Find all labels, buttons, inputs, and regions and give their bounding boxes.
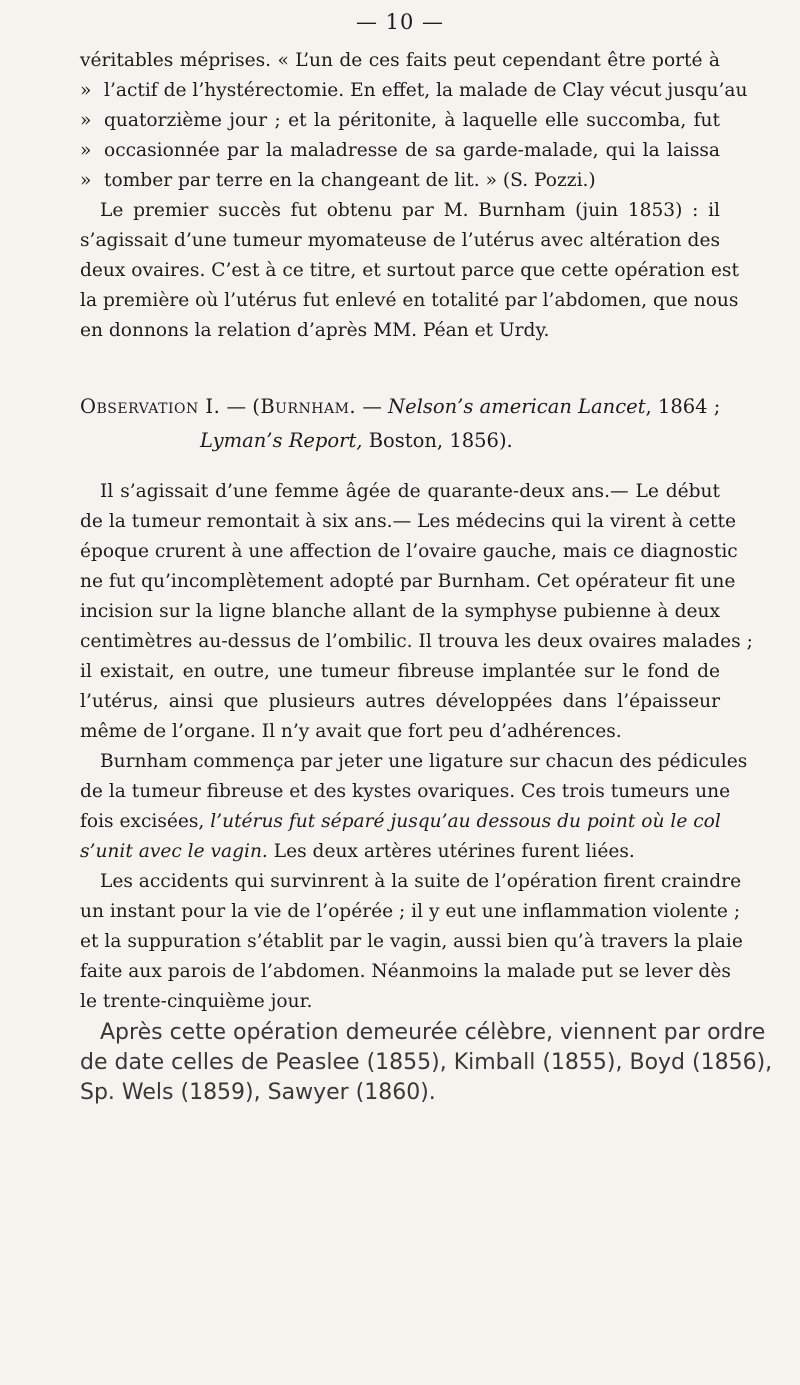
text-line [80,166,720,196]
report-place: Boston, 1856). [362,429,513,452]
text-line: en donnons la relation d’après MM. Péan et Urdy. [80,320,550,341]
text-line: même de l’organe. Il n’y avait que fort peu d’adhérences. [80,721,622,742]
text-line: Il s’agissait d’une femme âgée de quarante-deux ans.— Le début [100,481,720,502]
text-line: Le premier succès fut obtenu par M. Burnham (juin 1853) : il [100,200,720,221]
text-line: le trente-cinquième jour. [80,991,313,1012]
text-line: véritables méprises. « L’un de ces faits peut cependant être porté à [80,50,720,71]
text-line [80,807,720,837]
text-line: la première où l’utérus fut enlevé en totalité par l’abdomen, que nous [80,290,739,311]
text-line: Burnham commença par jeter une ligature sur chacun des pédicules [100,751,748,772]
text-span: tomber par terre en la changeant de lit. » (S. Pozzi.) [104,170,596,191]
paragraph-operation [80,747,748,867]
guillemet-mark: » [80,140,92,161]
text-span: occasionnée par la maladresse de sa garde-malade, qui la laissa [104,140,720,161]
text-line: de date celles de Peaslee (1855), Kimball (1855), Boyd (1856), [80,1050,773,1075]
journal-title: Nelson’s american Lancet [388,395,646,418]
text-line [80,106,720,136]
text-span: quatorzième jour ; et la péritonite, à laquelle elle succomba, fut [104,110,720,131]
text-line: centimètres au-dessus de l’ombilic. Il trouva les deux ovaires malades ; [80,631,753,652]
text-line: un instant pour la vie de l’opérée ; il y eut une inflammation violente ; [80,901,741,922]
text-line: deux ovaires. C’est à ce titre, et surtout parce que cette opération est [80,260,739,281]
page-number: — 10 — [355,10,445,34]
text-line: Sp. Wels (1859), Sawyer (1860). [80,1080,436,1105]
italic-span: l’utérus fut séparé jusqu’au dessous du point où le col [210,811,721,832]
text-line [80,76,748,106]
paragraph-case [80,477,753,747]
dash: — [362,395,382,418]
dash: — [226,395,247,418]
text-line: de la tumeur remontait à six ans.— Les médecins qui la virent à cette [80,511,736,532]
paragraph-burnham-intro [80,196,739,346]
observation-heading-line [80,390,720,424]
paragraph-later-operations [80,1018,773,1108]
guillemet-mark: » [80,80,92,101]
text-line: de la tumeur fibreuse et des kystes ovariques. Ces trois tumeurs une [80,781,731,802]
text-line: ne fut qu’incomplètement adopté par Burnham. Cet opérateur fit une [80,571,736,592]
paragraph-quote [80,46,748,196]
text-line: époque crurent à une affection de l’ovaire gauche, mais ce diagnostic [80,541,738,562]
text-line: l’utérus, ainsi que plusieurs autres développées dans l’épaisseur [80,691,720,712]
paragraph-outcome [80,867,743,1017]
text-line [80,136,720,166]
text-line: Après cette opération demeurée célèbre, viennent par ordre [100,1020,766,1045]
text-line: incision sur la ligne blanche allant de la symphyse pubienne à deux [80,601,720,622]
guillemet-mark: » [80,110,92,131]
text-span: fois excisées, [80,811,211,832]
text-line: Les accidents qui survinrent à la suite de l’opération firent craindre [100,871,742,892]
text-line: et la suppuration s’établit par le vagin, aussi bien qu’à travers la plaie [80,931,743,952]
report-title: Lyman’s Report, [200,429,363,452]
text-line [80,837,720,867]
text-line: il existait, en outre, une tumeur fibreuse implantée sur le fond de [80,661,720,682]
text-span: Les deux artères utérines furent liées. [267,841,635,862]
observation-label: Observation I. [80,395,221,418]
journal-year: , 1864 ; [645,395,721,418]
text-line: s’agissait d’une tumeur myomateuse de l’utérus avec altération des [80,230,720,251]
italic-span: s’unit avec le vagin. [80,841,268,862]
observation-heading [80,390,720,458]
text-line: faite aux parois de l’abdomen. Néanmoins la malade put se lever dès [80,961,731,982]
observation-heading-line [80,424,720,458]
text-span: l’actif de l’hystérectomie. En effet, la malade de Clay vécut jusqu’au [104,80,748,101]
guillemet-mark: » [80,170,92,191]
observation-author: (Burnham. [252,395,357,418]
